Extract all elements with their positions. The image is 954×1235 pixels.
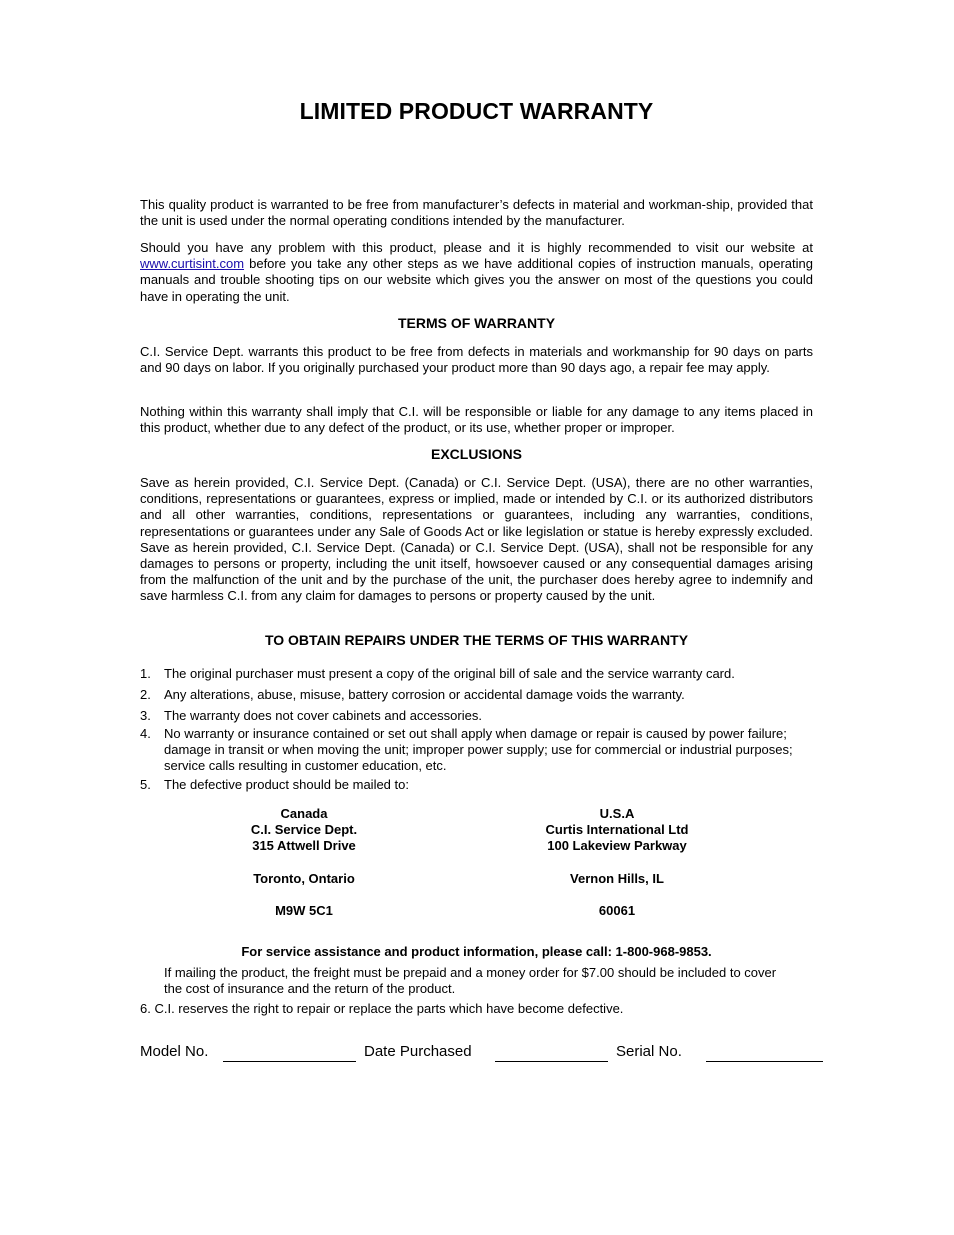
address-name: C.I. Service Dept. [250,822,358,837]
list-number: 4. [140,726,151,741]
address-country: U.S.A [599,806,635,821]
list-text: The warranty does not cover cabinets and accessories. [164,708,482,723]
canada-address [224,806,384,919]
address-country: Canada [280,806,328,821]
serial-field[interactable] [706,1061,823,1062]
serial-label: Serial No. [616,1043,682,1060]
list-number: 3. [140,708,151,723]
service-assistance-note: For service assistance and product information, please call: 1-800-968-9853. [241,944,712,959]
registration-fields [140,1043,840,1065]
terms-paragraph-1: C.I. Service Dept. warrants this product to be free from defects in materials and workmanship for 90 days on parts and 90 days on labor. If you originally purchased your product more than 90 days ago, a repair fee may apply. [140,344,813,376]
model-label: Model No. [140,1043,209,1060]
intro-text-before-link: Should you have any problem with this product, please and it is highly recommended to visit our website at [140,240,813,255]
terms-paragraph-2: Nothing within this warranty shall imply that C.I. will be responsible or liable for any damage to any items placed in this product, whether due to any defect of the product, or its use, whether proper or improper. [140,404,813,436]
model-field[interactable] [223,1061,356,1062]
repairs-heading: TO OBTAIN REPAIRS UNDER THE TERMS OF THIS WARRANTY [264,632,689,648]
exclusions-paragraph: Save as herein provided, C.I. Service Dept. (Canada) or C.I. Service Dept. (USA), there are no other warranties, conditions, representations or guarantees, express or implied, made or intended by C.I. or its authorized distributors and all other warranties, conditions, representations or guarantees, including any warranties, conditions, representations or guarantees under any Sale of Goods Act or like legislation or statue is hereby expressly excluded. Save as herein provided, C.I. Service Dept. (Canada) or C.I. Service Dept. (USA), shall not be responsible for any damages to persons or property, including the unit itself, howsoever caused or any consequential damages arising from the malfunction of the unit and by the purchase of the unit, the purchaser does hereby agree to indemnify and save harmless C.I. from any claim for damages to persons or property caused by the unit. [140,475,813,604]
intro-paragraph-2 [140,240,813,305]
page-title: LIMITED PRODUCT WARRANTY [299,98,654,124]
intro-text-after-link: before you take any other steps as we have additional copies of instruction manuals, operating manuals and trouble shooting tips on our website which gives you the answer on most of the questions you could have in operating the unit. [140,256,813,304]
list-number: 5. [140,777,151,792]
date-purchased-label: Date Purchased [364,1043,472,1060]
address-postal: M9W 5C1 [275,903,333,918]
list-text: The defective product should be mailed to: [164,777,409,792]
website-link[interactable]: www.curtisint.com [140,256,245,272]
intro-paragraph-1: This quality product is warranted to be free from manufacturer’s defects in material and workman-ship, provided that the unit is used under the normal operating conditions intended by the manufacturer. [140,197,813,229]
terms-heading: TERMS OF WARRANTY [397,315,556,331]
address-city: Toronto, Ontario [253,871,355,886]
date-purchased-field[interactable] [495,1061,608,1062]
list-text: No warranty or insurance contained or set out shall apply when damage or repair is caused by power failure; damage in transit or when moving the unit; improper power supply; use for commercial or industrial purposes; service calls resulting in customer education, etc. [164,726,793,773]
address-postal: 60061 [598,903,636,918]
address-name: Curtis International Ltd [545,822,689,837]
address-street: 100 Lakeview Parkway [547,838,687,853]
usa-address [517,806,717,919]
address-city: Vernon Hills, IL [570,871,664,886]
mailing-note: If mailing the product, the freight must be prepaid and a money order for $7.00 should be included to cover the cost of insurance and the return of the product. [164,965,777,996]
list-text: Any alterations, abuse, misuse, battery corrosion or accidental damage voids the warranty. [164,687,685,702]
list-number: 1. [140,666,151,681]
address-street: 315 Attwell Drive [252,838,356,853]
list-number: 2. [140,687,151,702]
list-text: The original purchaser must present a copy of the original bill of sale and the service warranty card. [164,666,735,681]
exclusions-heading: EXCLUSIONS [430,446,522,462]
list-item-6: 6. C.I. reserves the right to repair or replace the parts which have become defective. [140,1001,624,1016]
